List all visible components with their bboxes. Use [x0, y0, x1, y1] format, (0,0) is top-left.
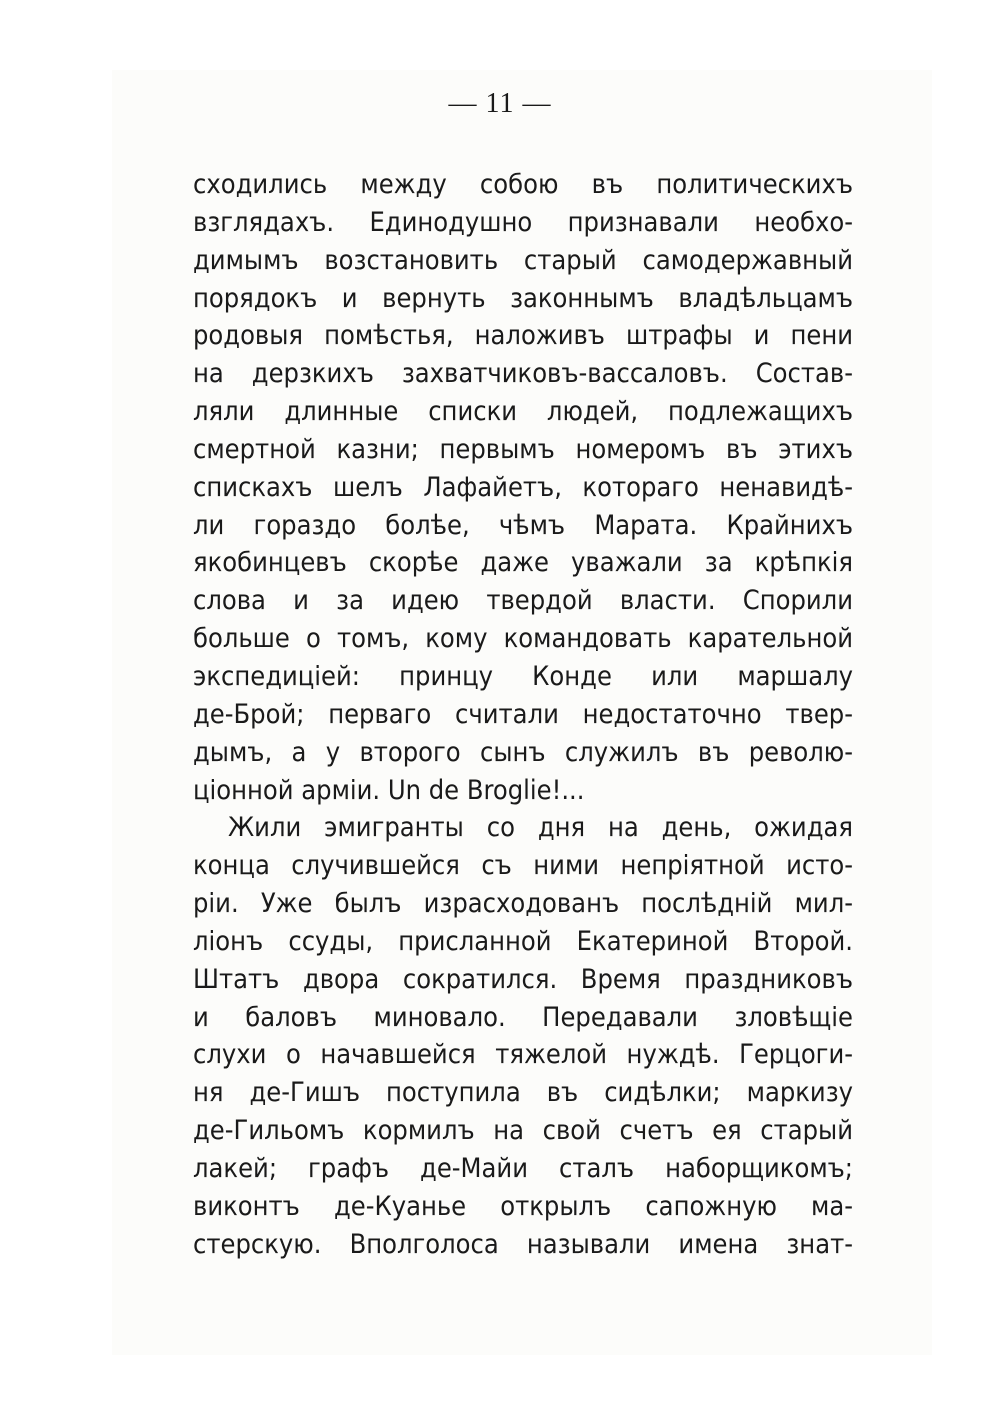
text-line: спискахъ шелъ Лафайетъ, котораго ненавидѣ- [193, 471, 853, 503]
text-line: смертной казни; первымъ номеромъ въ этихъ [193, 433, 853, 465]
text-line: слухи о начавшейся тяжелой нуждѣ. Герцоги- [193, 1039, 853, 1071]
text-line: конца случившейся съ ними непріятной исто- [193, 850, 853, 882]
text-line: дымъ, а у второго сынъ служилъ въ револю- [193, 736, 853, 768]
text-line: стерскую. Вполголоса называли имена знат- [193, 1228, 853, 1260]
page-body-text [193, 166, 853, 1263]
text-line: виконтъ де-Куанье открылъ сапожную ма- [193, 1190, 853, 1222]
text-line: де-Брой; перваго считали недостаточно твер- [193, 698, 853, 730]
text-line: ріи. Уже былъ израсходованъ послѣдній мил- [193, 888, 853, 920]
text-line: сходились между собою въ политическихъ [193, 169, 853, 200]
text-line: экспедиціей: принцу Конде или маршалу [193, 660, 853, 692]
text-line: на дерзкихъ захватчиковъ-вассаловъ. Состав- [193, 358, 853, 390]
text-line: ляли длинные списки людей, подлежащихъ [193, 396, 853, 428]
text-line: взглядахъ. Единодушно признавали необхо- [193, 206, 853, 238]
text-line: ліонъ ссуды, присланной Екатериной Второй. [193, 925, 853, 957]
text-line: лакей; графъ де-Майи сталъ наборщикомъ; [193, 1152, 853, 1184]
text-line: Штатъ двора сократился. Время праздниковъ [193, 963, 853, 995]
page-number: — 11 — [448, 88, 552, 119]
text-line: порядокъ и вернуть законнымъ владѣльцамъ [193, 282, 853, 314]
text-line: Жили эмигранты со дня на день, ожидая [228, 812, 853, 844]
text-line: димымъ возстановить старый самодержавный [193, 244, 853, 276]
text-line: и баловъ миновало. Передавали зловѣщіе [193, 1001, 853, 1033]
text-line: слова и за идею твердой власти. Спорили [193, 585, 853, 617]
text-line: ли гораздо болѣе, чѣмъ Марата. Крайнихъ [193, 509, 853, 541]
text-line: больше о томъ, кому командовать карательной [193, 623, 853, 655]
text-line: ня де-Гишъ поступила въ сидѣлки; маркизу [193, 1077, 853, 1109]
text-line: родовыя помѣстья, наложивъ штрафы и пени [193, 320, 853, 352]
text-line: ціонной арміи. Un de Broglie!... [193, 774, 585, 806]
text-line: якобинцевъ скорѣе даже уважали за крѣпкія [193, 547, 853, 579]
text-line: де-Гильомъ кормилъ на свой счетъ ея старый [193, 1115, 853, 1147]
